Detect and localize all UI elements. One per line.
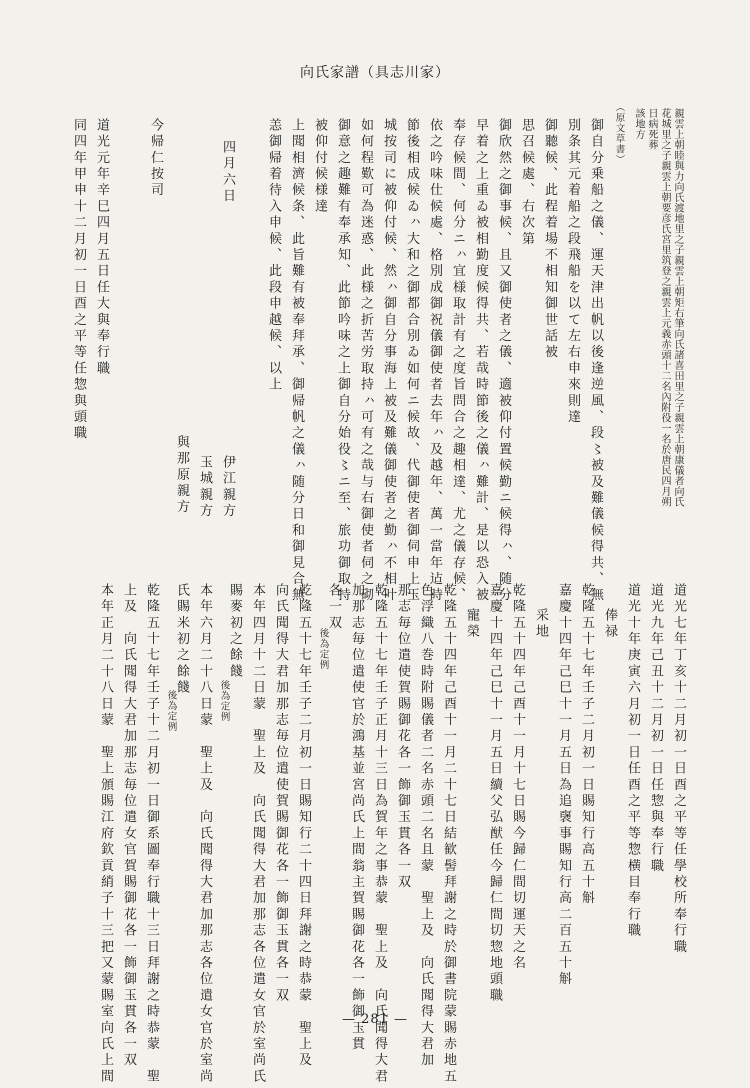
- text-line: 本年四月十二日蒙 聖上及 向氏聞得大君加那志各位遣女官於室尚氏: [250, 583, 265, 1086]
- text-line: 乾隆五十七年壬子十二月初一日御系圖奉行職十三日拜謝之時恭蒙 聖: [144, 583, 159, 1086]
- text-line: 早着之上重ゐ被相勤度候得共、若哉時節後之儀ㇵ難計、是以恐入被: [473, 118, 488, 604]
- interlinear-note: 該地方: [633, 108, 644, 140]
- text-line: 奉存候間、何分ニㇵ宜様取計有之度旨問合之趣相達、尤之儀存候、: [450, 118, 465, 604]
- text-line: 加那志毎位遣使官於鴻基並宮尚氏上間翁主賀賜御花各一飾御玉貫: [349, 583, 364, 1053]
- recipient: 今帰仁按司: [148, 118, 163, 199]
- section-heading: 采地: [533, 608, 548, 641]
- inline-note: 後為定例: [218, 680, 230, 722]
- text-line: 乾隆五十四年己酉十一月二十七日結歓髻拜謝之時於御書院蒙賜赤地五: [441, 583, 456, 1086]
- text-line: 嘉慶十四年己巳十一月五日續父弘猷任今歸仁間切惣地頭職: [487, 583, 502, 1005]
- section-heading: 俸禄: [602, 608, 617, 641]
- text-line: 上及 向氏聞得大君加那志毎位遣女官賀賜御花各一飾御玉貫各一双: [121, 583, 136, 1069]
- inline-note: 後為定例: [165, 690, 177, 732]
- text-line: 道光十年庚寅六月初一日任酉之平等惣横目奉行職: [625, 583, 640, 940]
- text-line: 道光七年丁亥十二月初一日酉之平等任學校所奉行職: [671, 583, 686, 956]
- letter-date: 四月六日: [220, 140, 235, 205]
- text-line: 御自分乗船之儀、運天津出帆以後逢逆風、段〻被及難儀候得共、無: [588, 118, 603, 604]
- text-line: 乾隆五十四年己酉十一月十七日賜今歸仁間切運天之名: [510, 583, 525, 972]
- text-line: 乾隆五十七年壬子二月初一日賜知行二十四日拜謝之時恭蒙 聖上及: [296, 583, 311, 1069]
- text-line: 如何程歎可為迷惑、此様之折苦労取持ㇵ可有之哉与右御使者伺之砌: [358, 118, 373, 604]
- record-line: 道光元年辛巳四月五日任大與奉行職: [94, 118, 109, 378]
- signer: 伊江親方: [220, 455, 235, 520]
- signer: 玉城親方: [197, 455, 212, 520]
- text-line: 御聽候、此程着場不相知御世話被: [542, 118, 557, 361]
- page-number: — 281 —: [341, 1012, 409, 1027]
- text-line: 節後相成候ゐㇵ大和之御都合別ゐ如何ニ候故、代御使者御伺申上玉: [404, 118, 419, 604]
- signer: 與那原親方: [174, 435, 189, 516]
- text-line: 被仰付候様達: [312, 118, 327, 216]
- interlinear-note: 日病死葬: [646, 108, 657, 150]
- text-line: 乾隆五十七年壬子正月十三日為賀年之事恭蒙 聖上及 向氏聞得大君: [372, 583, 387, 1086]
- record-line: 同四年甲申十二月初一日酉之平等任惣與頭職: [71, 118, 86, 442]
- text-line: 各一双: [326, 583, 341, 632]
- text-line: 本年六月二十八日蒙 聖上及 向氏聞得大君加那志各位遣女官於室尚: [197, 583, 212, 1086]
- text-line: 恙御帰着待入申候、此段申越候、以上: [266, 118, 281, 394]
- text-line: 色浮織八巻時附賜儀者二名赤頭二名且蒙 聖上及 向氏聞得大君加: [418, 583, 433, 1069]
- text-line: 賜麥初之餘餞: [227, 583, 242, 681]
- text-line: 道光九年己丑十二月初一日任惣與奉行職: [648, 583, 663, 875]
- text-line: 御意之趣難有奉承知、此節吟味之上御自分始役〻ニ至、旅功御取持: [335, 118, 350, 604]
- text-line: 思召候處、右次第: [519, 118, 534, 248]
- text-line: 本年正月二十八日蒙 聖上頒賜江府欽貢綃子十三把又蒙賜室向氏上間: [98, 583, 113, 1086]
- text-line: 城按司に被仰付候、然ㇵ御自分事海上被及難儀御使者之勤ㇵ不相叶: [381, 118, 396, 604]
- section-heading: 寵榮: [464, 608, 479, 641]
- page-title: 向氏家譜（具志川家）: [300, 65, 450, 81]
- text-line: 向氏聞得大君加那志毎位遣使賀賜御花各一飾御玉貫各一双: [273, 583, 288, 1005]
- text-line: 上聞相濟候条、此旨難有被奉拜承、御帰帆之儀ㇵ随分日和御見合無: [289, 118, 304, 604]
- text-line: 氏賜米初之餘餞: [174, 583, 189, 697]
- text-line: 御欣然之御事候、且又御使者之儀、適被仰付置候勤ニ候得ㇵ、随分: [496, 118, 511, 604]
- text-line: 別条其元着船之段飛船を以て左右申來則達: [565, 118, 580, 426]
- text-line: 嘉慶十四年己巳十一月五日為追襃事賜知行高二百五十斛: [556, 583, 571, 988]
- interlinear-note: 親雲上朝睦與力向氏渡地里之子親雲上朝矩右筆向氏諸喜田里之子親雲上朝康儀者向氏: [672, 108, 683, 507]
- text-line: 依之吟味仕候處、格別成御祝儀御使者去年ㇵ及越年、萬一當年迠時: [427, 118, 442, 604]
- inline-note: 後為定例: [317, 628, 329, 670]
- text-line: 乾隆五十七年壬子二月初一日賜知行高五十斛: [579, 583, 594, 907]
- source-label: （原文草書）: [613, 102, 625, 165]
- interlinear-note: 花城里之子親雲上朝要彦氏宮里筑登之親雲上元義赤頭十二名內附役一名於唐民四月朔: [659, 108, 670, 507]
- text-line: 那志毎位遣使賀賜御花各一飾御玉貫各一双: [395, 583, 410, 891]
